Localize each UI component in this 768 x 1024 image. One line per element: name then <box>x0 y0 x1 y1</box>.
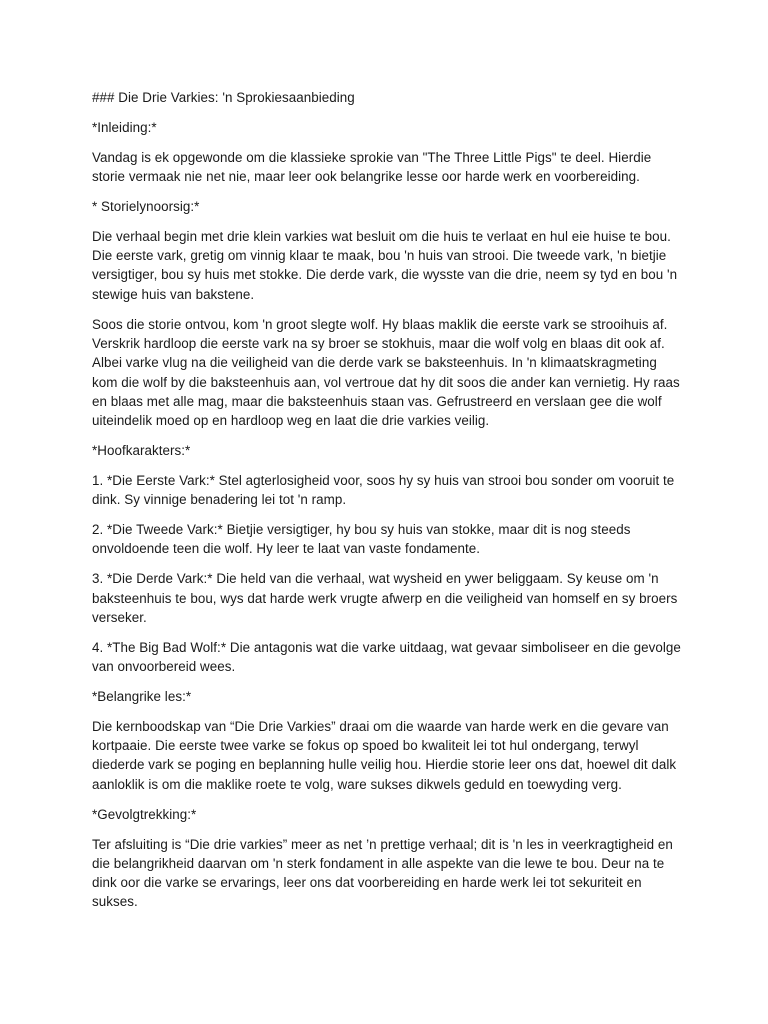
character-item-4: 4. *The Big Bad Wolf:* Die antagonis wat die varke uitdaag, wat gevaar simboliseer en die gevolge van onvoorbereid wees. <box>92 639 681 675</box>
intro-heading: *Inleiding:* <box>92 119 157 135</box>
conclusion-heading: *Gevolgtrekking:* <box>92 806 197 822</box>
character-item-2: 2. *Die Tweede Vark:* Bietjie versigtiger, hy bou sy huis van stokke, maar dit is nog steeds onvoldoende teen die wolf. Hy leer te laat van vaste fondamente. <box>92 522 631 557</box>
character-item-1: 1. *Die Eerste Vark:* Stel agterlosigheid voor, soos hy sy huis van strooi bou sonder om vooruit te dink. Sy vinnige benadering lei tot 'n ramp. <box>92 472 675 508</box>
synopsis-paragraph-2: Soos die storie ontvou, kom 'n groot slegte wolf. Hy blaas maklik die eerste vark se strooihuis af. Verskrik hardloop die eerste vark na sy broer se stokhuis, maar die wolf volg en blaas dit ook af. Albei varke vlug na die veiligheid van die derde vark se baksteenhuis. In 'n klimaatskragmeting kom die wolf by die baksteenhuis aan, vol vertroue dat hy dit soos die ander kan vernietig. Hy raas en blaas met alle mag, maar die baksteenhuis staan vas. Gefrustreerd en verslaan gee die wolf uiteindelik moed op en hardloop weg en laat die drie varkies veilig. <box>92 316 680 429</box>
lesson-heading: *Belangrike les:* <box>92 688 192 704</box>
intro-paragraph: Vandag is ek opgewonde om die klassieke sprokie van "The Three Little Pigs" te deel. Hierdie storie vermaak nie net nie, maar leer ook belangrike lesse oor harde werk en voorbereiding. <box>92 149 652 185</box>
synopsis-paragraph-1: Die verhaal begin met drie klein varkies wat besluit om die huis te verlaat en hul eie huise te bou. Die eerste vark, gretig om vinnig klaar te maak, bou 'n huis van strooi. Die tweede vark, 'n bietjie versigtiger, bou sy huis met stokke. Die derde vark, die wysste van die drie, neem sy tyd en bou 'n stewige huis van bakstene. <box>92 228 678 302</box>
synopsis-heading: * Storielynoorsig:* <box>92 198 200 214</box>
character-item-3: 3. *Die Derde Vark:* Die held van die verhaal, wat wysheid en ywer beliggaam. Sy keuse om 'n baksteenhuis te bou, wys dat harde werk vrugte afwerp en die veiligheid van homself en sy broers verseker. <box>92 571 678 625</box>
document-title: ### Die Drie Varkies: 'n Sprokiesaanbieding <box>92 90 355 105</box>
conclusion-paragraph: Ter afsluiting is “Die drie varkies” meer as net ’n prettige verhaal; dit is 'n les in veerkragtigheid en die belangrikheid daarvan om 'n sterk fondament in alle aspekte van die lewe te bou. Deur na te dink oor die varke se ervarings, leer ons dat voorbereiding en harde werk lei tot sekuriteit en sukses. <box>92 836 673 910</box>
characters-heading: *Hoofkarakters:* <box>92 443 191 459</box>
lesson-paragraph: Die kernboodskap van “Die Drie Varkies” draai om die waarde van harde werk en die gevare van kortpaaie. Die eerste twee varke se fokus op spoed bo kwaliteit lei tot hul ondergang, terwyl diederde vark se poging en beplanning hulle veilig hou. Hierdie storie leer ons dat, hoewel dit dalk aanloklik is om die maklike roete te volg, ware sukses dikwels geduld en toewyding verg. <box>92 718 677 792</box>
document-page <box>92 88 682 922</box>
